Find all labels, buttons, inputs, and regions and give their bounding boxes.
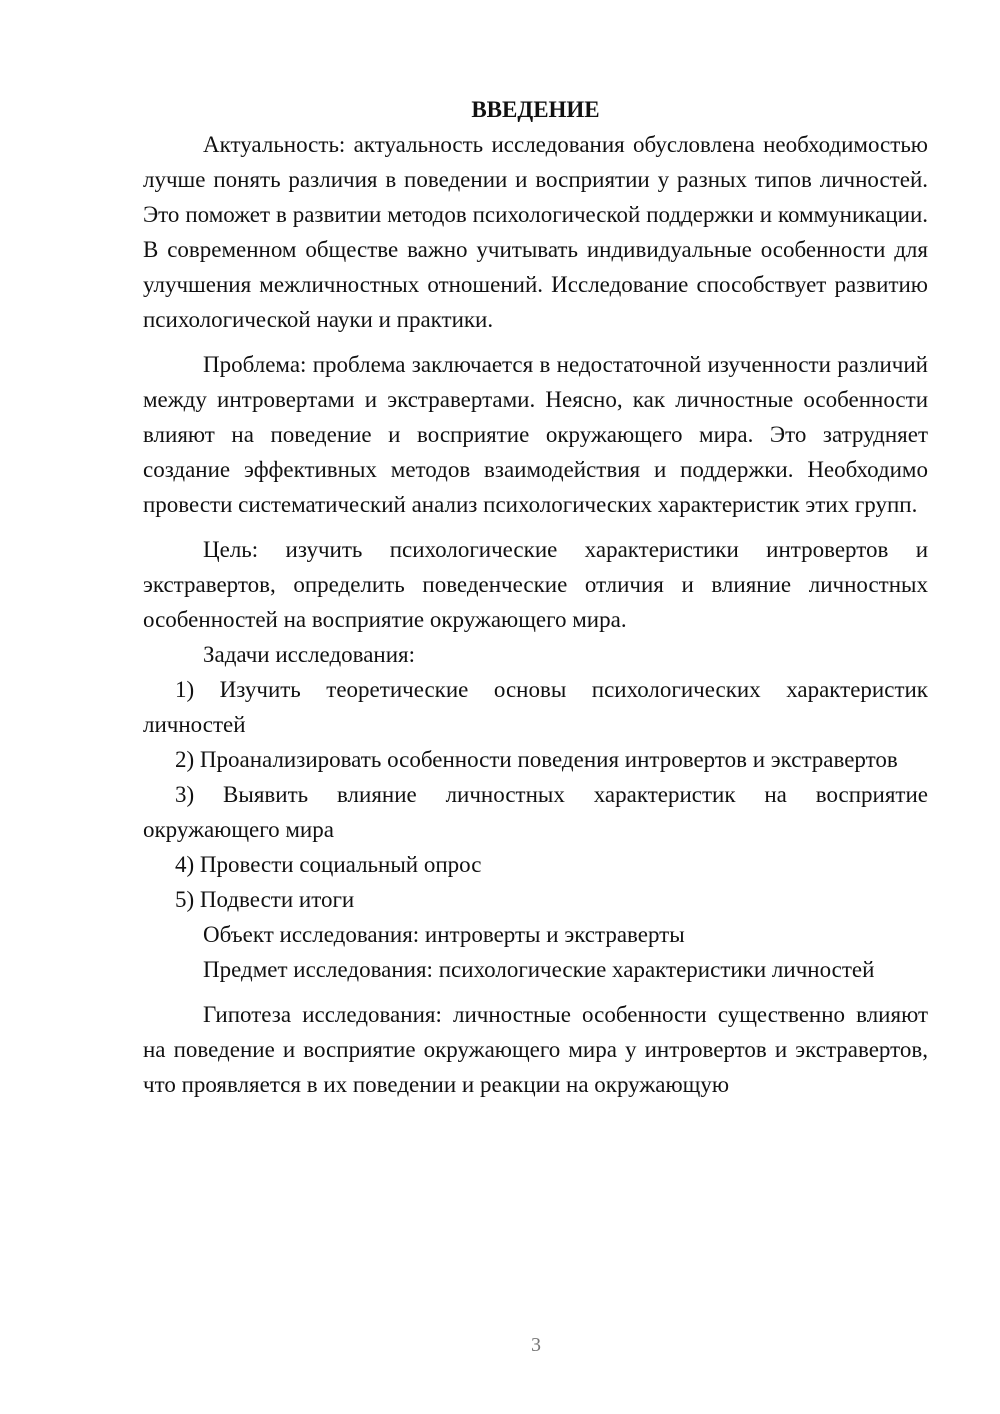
document-body (143, 92, 928, 1102)
task-item-1: 1) Изучить теоретические основы психологических характеристик личностей (143, 677, 928, 737)
page-number: 3 (531, 1334, 541, 1356)
goal-paragraph: Цель: изучить психологические характеристики интровертов и экстравертов, определить поведенческие отличия и влияние личностных особенностей на восприятие окружающего мира. (143, 537, 928, 632)
task-item-3: 3) Выявить влияние личностных характеристик на восприятие окружающего мира (143, 782, 928, 842)
relevance-paragraph: Актуальность: актуальность исследования обусловлена необходимостью лучше понять различия в поведении и восприятии у разных типов личностей. Это поможет в развитии методов психологической поддержки и коммуникации. В современном обществе важно учитывать индивидуальные особенности для улучшения межличностных отношений. Исследование способствует развитию психологической науки и практики. (143, 132, 928, 332)
task-item-2: 2) Проанализировать особенности поведения интровертов и экстравертов (175, 747, 898, 772)
problem-paragraph: Проблема: проблема заключается в недостаточной изученности различий между интровертами и экстравертами. Неясно, как личностные особенности влияют на поведение и восприятие окружающего мира. Это затрудняет создание эффективных методов взаимодействия и поддержки. Необходимо провести систематический анализ психологических характеристик этих групп. (143, 352, 928, 517)
object-line: Объект исследования: интроверты и экстраверты (203, 922, 685, 947)
subject-line: Предмет исследования: психологические характеристики личностей (203, 957, 875, 982)
task-item-4: 4) Провести социальный опрос (175, 852, 482, 877)
hypothesis-paragraph: Гипотеза исследования: личностные особенности существенно влияют на поведение и восприятие окружающего мира у интровертов и экстравертов, что проявляется в их поведении и реакции на окружающую (143, 1002, 928, 1097)
task-item-5: 5) Подвести итоги (175, 887, 355, 912)
section-heading: ВВЕДЕНИЕ (471, 97, 600, 122)
tasks-title: Задачи исследования: (203, 642, 416, 667)
